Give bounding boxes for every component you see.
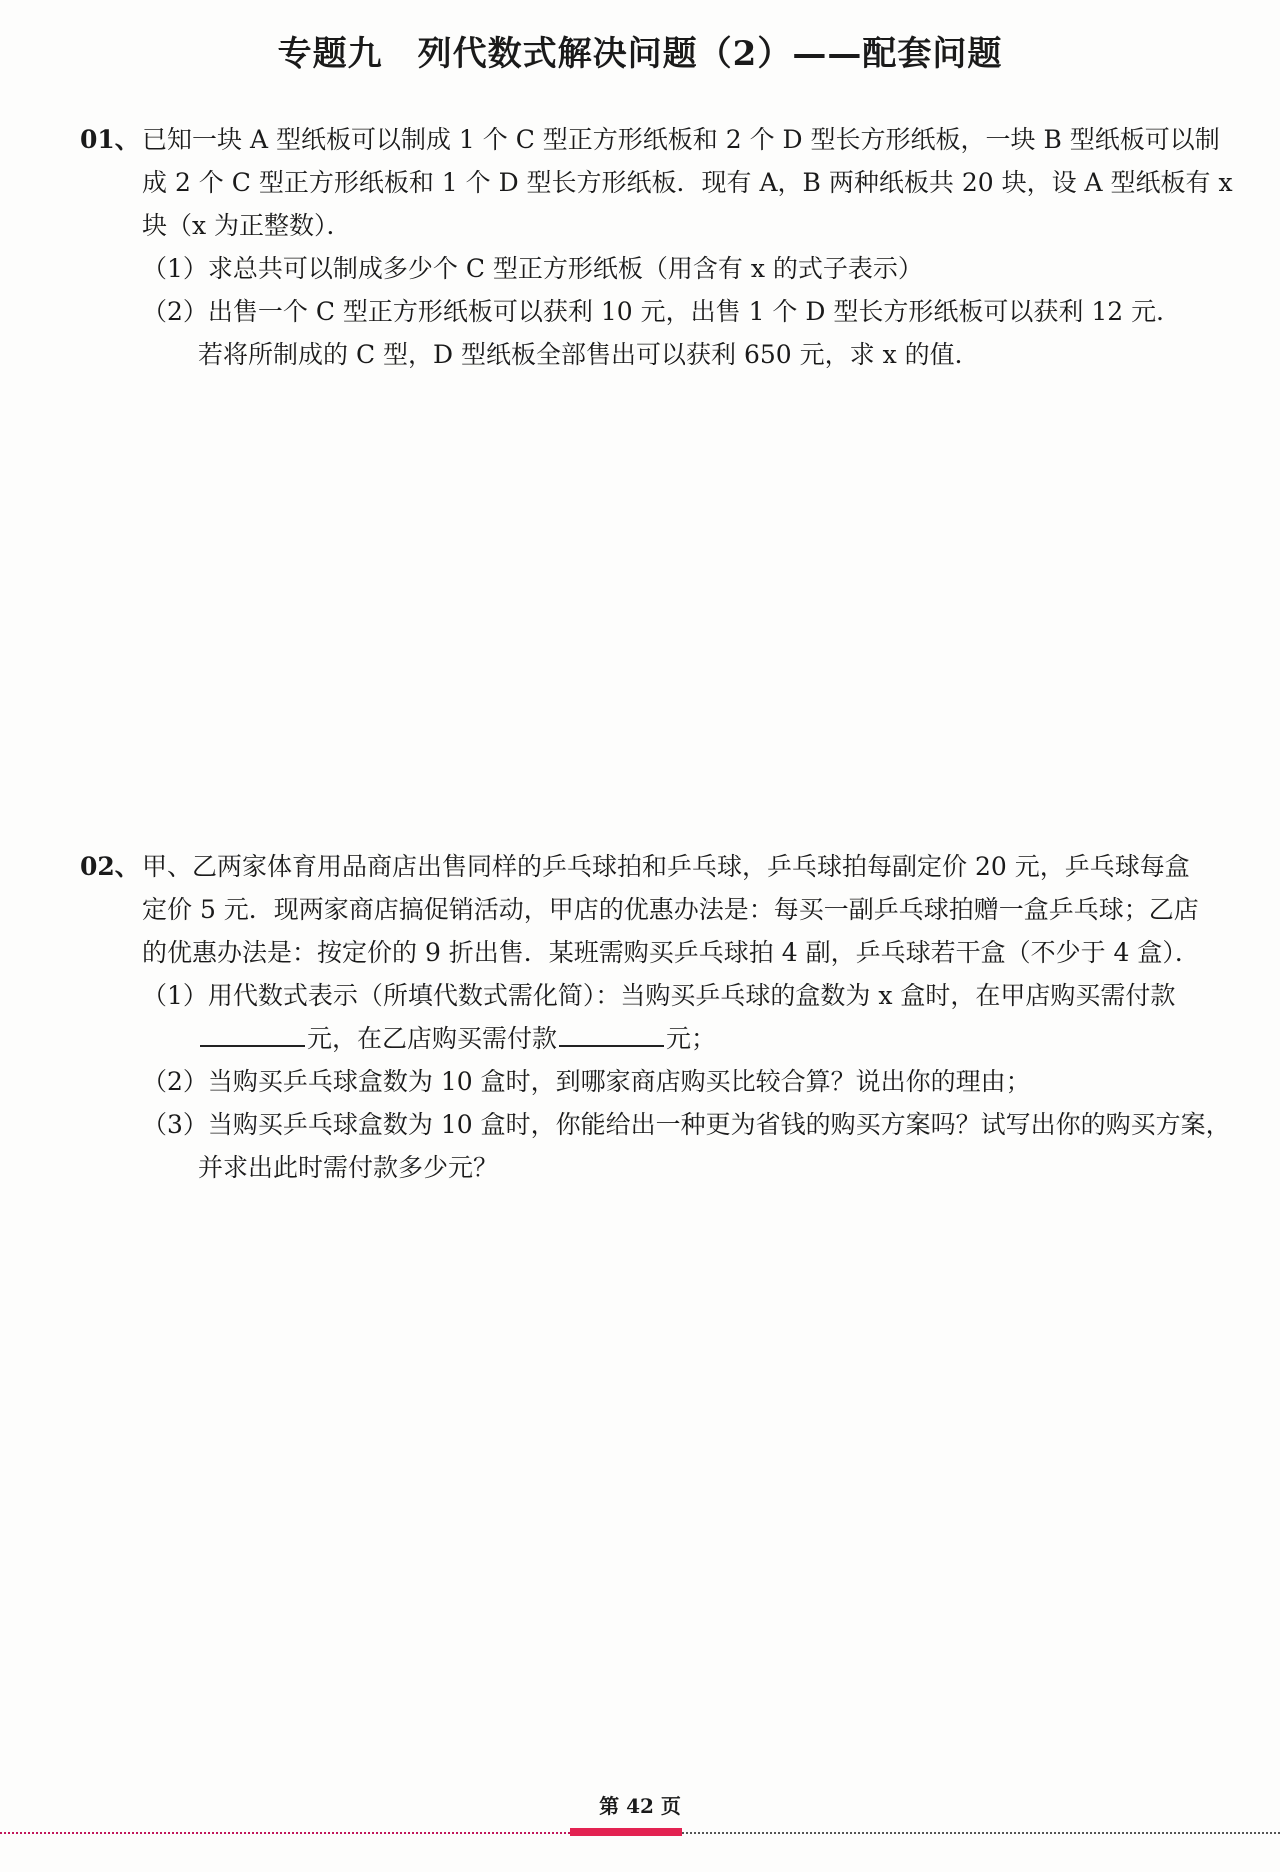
problem-1-part-2: （2）出售一个 C 型正方形纸板可以获利 10 元，出售 1 个 D 型长方形纸板可以获利 12 元．: [142, 297, 1182, 326]
problem-1-line: 成 2 个 C 型正方形纸板和 1 个 D 型长方形纸板．现有 A，B 两种纸板共 20 块，设 A 型纸板有 x: [142, 168, 1233, 197]
problem-1: [80, 118, 1233, 376]
footer-accent-bar: [570, 1828, 682, 1836]
problem-1-number: 01、: [80, 125, 140, 154]
problem-2-part-2: （2）当购买乒乓球盒数为 10 盒时，到哪家商店购买比较合算？说出你的理由；: [142, 1067, 1031, 1096]
problem-2-part-3: （3）当购买乒乓球盒数为 10 盒时，你能给出一种更为省钱的购买方案吗？试写出你的购买方案，: [142, 1110, 1231, 1139]
page-number: 第 42 页: [599, 1794, 681, 1818]
problem-1-line: [80, 118, 1220, 161]
answer-blank-yi[interactable]: [559, 1019, 664, 1047]
problem-2-part-1: （1）用代数式表示（所填代数式需化简）：当购买乒乓球的盒数为 x 盒时，在甲店购买需付款: [142, 981, 1176, 1010]
problem-2-number: 02、: [80, 852, 140, 881]
problem-2-part-3-cont: 并求出此时需付款多少元？: [198, 1153, 499, 1182]
problem-2-line: 的优惠办法是：按定价的 9 折出售．某班需购买乒乓球拍 4 副，乒乓球若干盒（不少于 4 盒）．: [142, 938, 1200, 967]
problem-2-text: 甲、乙两家体育用品商店出售同样的乒乓球拍和乒乓球，乒乓球拍每副定价 20 元，乒乓球每盒: [142, 852, 1190, 881]
problem-1-text: 已知一块 A 型纸板可以制成 1 个 C 型正方形纸板和 2 个 D 型长方形纸板，一块 B 型纸板可以制: [142, 125, 1220, 154]
problem-2-line: 定价 5 元．现两家商店搞促销活动，甲店的优惠办法是：每买一副乒乓球拍赠一盒乒乓球；乙店: [142, 895, 1199, 924]
problem-2-part-1-cont: [80, 1017, 1200, 1060]
blank-suffix: 元，在乙店购买需付款: [307, 1024, 558, 1053]
page-title: 专题九 列代数式解决问题（2）——配套问题: [277, 34, 1003, 74]
problem-2: [80, 845, 1231, 1189]
problem-2-line: [80, 845, 1200, 888]
answer-blank-jia[interactable]: [200, 1019, 305, 1047]
problem-1-part-2-cont: 若将所制成的 C 型，D 型纸板全部售出可以获利 650 元，求 x 的值．: [198, 340, 980, 369]
problem-1-part-1: （1）求总共可以制成多少个 C 型正方形纸板（用含有 x 的式子表示）: [142, 254, 923, 283]
footer-rule: [682, 1832, 1280, 1834]
problem-1-line: 块（x 为正整数）．: [142, 211, 352, 240]
blank-suffix: 元；: [666, 1024, 717, 1053]
footer-rule: [0, 1832, 570, 1834]
